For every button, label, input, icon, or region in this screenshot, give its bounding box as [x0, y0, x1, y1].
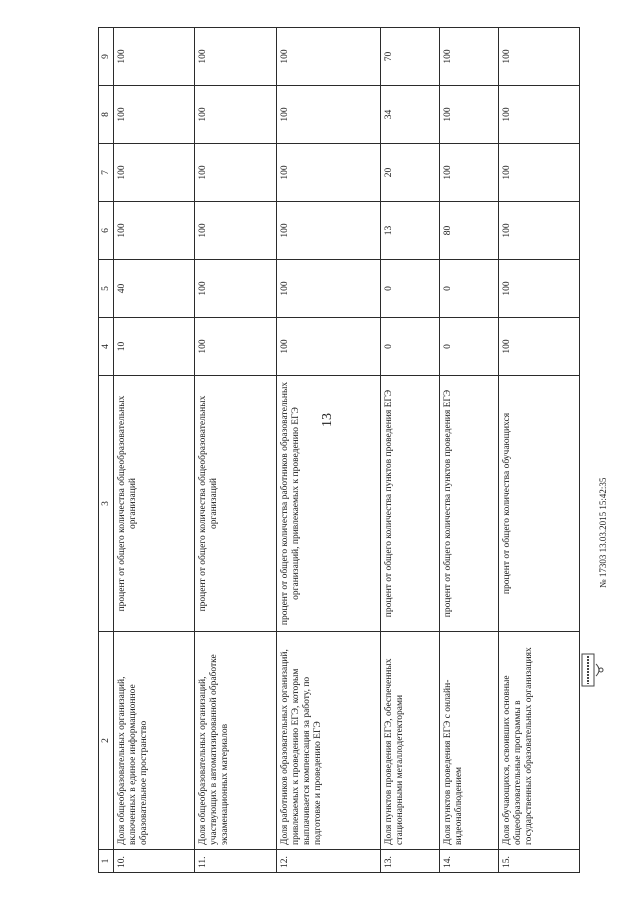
indicator-name: Доля пунктов проведения ЕГЭ с онлайн-видеонаблюдением	[439, 632, 498, 850]
value-cell: 100	[498, 28, 579, 86]
header-cell: 7	[99, 144, 114, 202]
indicator-name: Доля пунктов проведения ЕГЭ, обеспеченных стационарными металлодетекторами	[380, 632, 439, 850]
document-registration-footer: № 17303 13.03.2015 15:42:35	[598, 477, 608, 588]
row-number: 10.	[114, 850, 195, 873]
header-cell: 5	[99, 260, 114, 318]
value-cell: 100	[439, 144, 498, 202]
unit-cell: процент от общего количества работников образовательных организаций, привлекаемых к проведению ЕГЭ	[276, 376, 380, 632]
value-cell: 100	[498, 144, 579, 202]
value-cell: 100	[276, 144, 380, 202]
table-row	[195, 28, 276, 873]
unit-cell: процент от общего количества общеобразовательных организаций	[114, 376, 195, 632]
value-cell: 100	[276, 86, 380, 144]
header-cell: 4	[99, 318, 114, 376]
table-row	[439, 28, 498, 873]
header-row	[99, 28, 114, 873]
value-cell: 13	[380, 202, 439, 260]
value-cell: 0	[380, 260, 439, 318]
value-cell: 20	[380, 144, 439, 202]
value-cell: 100	[195, 202, 276, 260]
value-cell: 0	[439, 318, 498, 376]
value-cell: 100	[439, 86, 498, 144]
row-number: 12.	[276, 850, 380, 873]
table-row	[498, 28, 579, 873]
table-row	[114, 28, 195, 873]
value-cell: 100	[498, 202, 579, 260]
value-cell: 0	[380, 318, 439, 376]
value-cell: 100	[276, 260, 380, 318]
header-cell: 3	[99, 376, 114, 632]
value-cell: 100	[195, 260, 276, 318]
unit-cell: процент от общего количества пунктов проведения ЕГЭ	[439, 376, 498, 632]
row-number: 11.	[195, 850, 276, 873]
indicator-name: Доля обучающихся, освоивших основные общеобразовательные программы в государственных образовательных организациях	[498, 632, 579, 850]
value-cell: 100	[195, 28, 276, 86]
rotated-table-container	[98, 28, 580, 873]
registration-stamp-icon	[580, 650, 606, 690]
value-cell: 0	[439, 260, 498, 318]
value-cell: 100	[114, 86, 195, 144]
indicator-name: Доля общеобразовательных организаций, участвующих в автоматизированной обработке экзаменационных материалов	[195, 632, 276, 850]
value-cell: 100	[114, 144, 195, 202]
header-cell: 6	[99, 202, 114, 260]
value-cell: 34	[380, 86, 439, 144]
value-cell: 100	[195, 86, 276, 144]
unit-cell: процент от общего количества обучающихся	[498, 376, 579, 632]
indicator-name: Доля общеобразовательных организаций, включенных в единое информационное образовательное пространство	[114, 632, 195, 850]
header-cell: 2	[99, 632, 114, 850]
value-cell: 100	[114, 202, 195, 260]
value-cell: 100	[276, 28, 380, 86]
value-cell: 100	[195, 144, 276, 202]
value-cell: 100	[276, 318, 380, 376]
value-cell: 80	[439, 202, 498, 260]
value-cell: 100	[439, 28, 498, 86]
value-cell: 40	[114, 260, 195, 318]
page-number: 13	[320, 413, 335, 427]
header-cell: 1	[99, 850, 114, 873]
value-cell: 100	[195, 318, 276, 376]
value-cell: 10	[114, 318, 195, 376]
indicator-name: Доля работников образовательных организаций, привлекаемых к проведению ЕГЭ, которым выплачивается компенсация за работу, по подготовке и проведению ЕГЭ	[276, 632, 380, 850]
header-cell: 9	[99, 28, 114, 86]
unit-cell: процент от общего количества пунктов проведения ЕГЭ	[380, 376, 439, 632]
value-cell: 100	[114, 28, 195, 86]
value-cell: 100	[276, 202, 380, 260]
indicators-table	[98, 27, 580, 873]
row-number: 14.	[439, 850, 498, 873]
value-cell: 100	[498, 260, 579, 318]
value-cell: 100	[498, 318, 579, 376]
row-number: 13.	[380, 850, 439, 873]
header-cell: 8	[99, 86, 114, 144]
unit-cell: процент от общего количества общеобразовательных организаций	[195, 376, 276, 632]
table-row	[380, 28, 439, 873]
value-cell: 100	[498, 86, 579, 144]
row-number: 15.	[498, 850, 579, 873]
value-cell: 70	[380, 28, 439, 86]
table-row	[276, 28, 380, 873]
